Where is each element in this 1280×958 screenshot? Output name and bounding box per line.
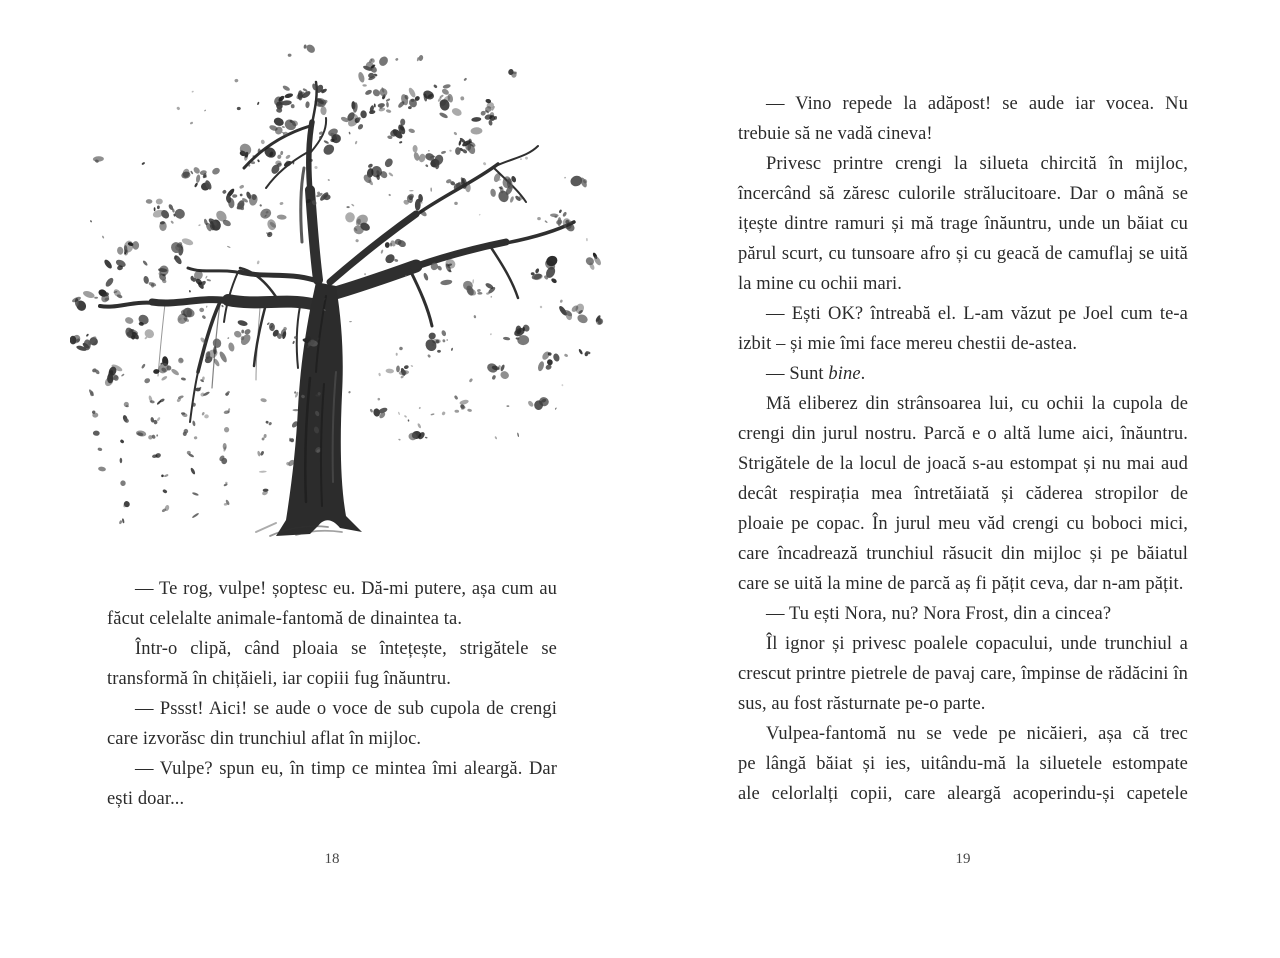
text-line: trebuie să ne vadă cineva! <box>738 124 933 144</box>
text-line: făcut celelalte animale-fantomă de dinaintea ta. <box>107 609 463 629</box>
ink-tree-svg <box>70 42 610 542</box>
text-line: — Te rog, vulpe! șoptesc eu. Dă-mi putere, așa cum au <box>135 579 557 599</box>
text-line: — Sunt bine. <box>766 364 866 384</box>
tree-illustration <box>70 42 610 542</box>
tree-trunk <box>256 282 362 536</box>
left-page-text <box>107 574 557 814</box>
text-line: ești doar... <box>107 789 185 809</box>
text-line: care încadrează trunchiul răsucit din mijloc și pe băiatul <box>738 544 1188 564</box>
text-line: ploaie pe copac. În jurul meu văd crengi cu boboci mici, <box>738 514 1188 534</box>
text-line: crengi din jurul nostru. Parcă e o altă lume aici, înăuntru. <box>738 424 1188 444</box>
text-line: sus, au fost răsturnate pe-o parte. <box>738 694 986 714</box>
text-line: care se uită la mine de parcă aș fi pățit ceva, dar n-am pățit. <box>738 574 1184 594</box>
text-line: care izvorăsc din trunchiul aflat în mijloc. <box>107 729 422 749</box>
page-right <box>640 0 1280 958</box>
text-line: la mine cu ochii mari. <box>738 274 903 294</box>
text-line: Privesc printre crengi la silueta chircită în mijloc, <box>766 154 1188 174</box>
text-line: Vulpea-fantomă nu se vede pe nicăieri, așa că trec <box>766 724 1188 744</box>
text-line: părul scurt, cu tunsoare afro și cu geacă de camuflaj se uită <box>738 244 1188 264</box>
text-line: — Vulpe? spun eu, în timp ce mintea îmi aleargă. Dar <box>135 759 557 779</box>
text-line: pe lângă băiat și ies, uitându-mă la siluetele estompate <box>738 754 1188 774</box>
text-line: — Pssst! Aici! se aude o voce de sub cupola de crengi <box>135 699 557 719</box>
right-page-text <box>738 89 1188 809</box>
text-line: decât respirația mea întretăiată și căderea stropilor de <box>738 484 1188 504</box>
text-line: ițește dintre ramuri și mă trage înăuntru, unde un băiat cu <box>738 214 1188 234</box>
text-line: transformă în chițăieli, iar copiii fug înăuntru. <box>107 669 451 689</box>
page-number-left: 18 <box>324 851 340 867</box>
text-line: ale celorlalți copii, care aleargă acoperindu-și capetele <box>738 784 1188 804</box>
text-line: Mă eliberez din strânsoarea lui, cu ochii la cupola de <box>766 394 1188 414</box>
text-line: izbit – și mie îmi face mereu chestii de-astea. <box>738 334 1078 354</box>
text-line: — Vino repede la adăpost! se aude iar vocea. Nu <box>766 94 1188 114</box>
page-number-right: 19 <box>955 851 971 867</box>
text-line: Strigătele de la locul de joacă s-au estompat și nu mai aud <box>738 454 1188 474</box>
text-line: — Tu ești Nora, nu? Nora Frost, din a cincea? <box>766 604 1112 624</box>
text-line: — Ești OK? întreabă el. L-am văzut pe Joel cum te-a <box>766 304 1188 324</box>
text-line: crescut printre pietrele de pavaj care, împinse de rădăcini în <box>738 664 1188 684</box>
text-line: Îl ignor și privesc poalele copacului, unde trunchiul a <box>766 634 1188 654</box>
text-line: încercând să zăresc culorile strălucitoare. Dar o mână se <box>738 184 1188 204</box>
text-line: Într-o clipă, când ploaia se întețește, strigătele se <box>135 639 557 659</box>
